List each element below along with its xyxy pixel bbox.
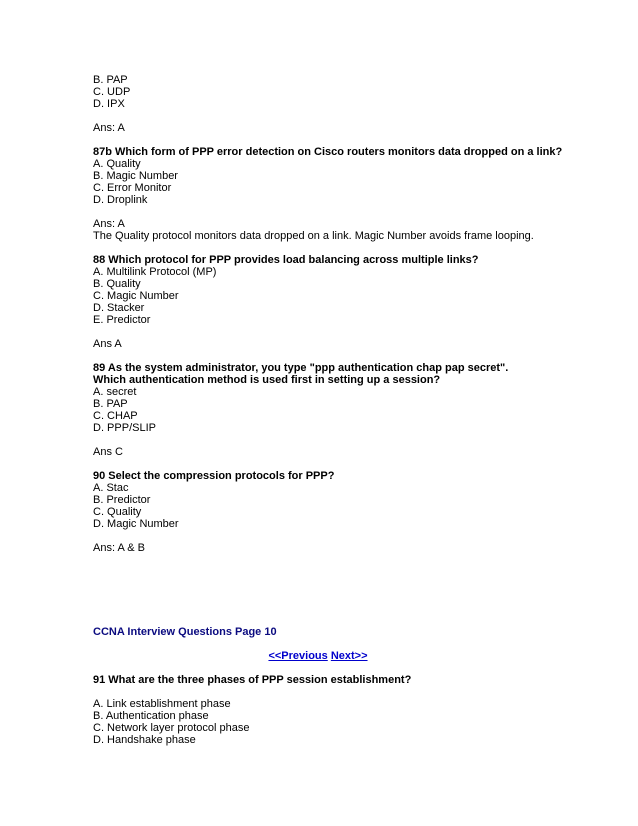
explanation: The Quality protocol monitors data dropped on a link. Magic Number avoids frame looping.	[93, 230, 534, 242]
question-text: 87b Which form of PPP error detection on Cisco routers monitors data dropped on a link?	[93, 146, 563, 158]
question-91-block	[93, 674, 553, 746]
option: C. Network layer protocol phase	[93, 722, 250, 734]
option: B. PAP	[93, 398, 128, 410]
question-90-block	[93, 470, 553, 554]
question-text: 88 Which protocol for PPP provides load balancing across multiple links?	[93, 254, 479, 266]
option: D. Stacker	[93, 302, 145, 314]
option: B. Authentication phase	[93, 710, 209, 722]
option: A. Stac	[93, 482, 129, 494]
answer: Ans A	[93, 338, 122, 350]
option: A. Quality	[93, 158, 141, 170]
option: C. CHAP	[93, 410, 138, 422]
question-text: 89 As the system administrator, you type "ppp authentication chap pap secret". Which authentication method is used first in setting up a session?	[93, 362, 509, 386]
option: A. Link establishment phase	[93, 698, 231, 710]
next-link[interactable]: Next>>	[330, 650, 368, 662]
option: D. IPX	[93, 98, 125, 110]
option: B. PAP	[93, 74, 128, 86]
question-89-block	[93, 362, 553, 458]
question-text: 90 Select the compression protocols for PPP?	[93, 470, 335, 482]
option: D. Magic Number	[93, 518, 179, 530]
answer: Ans: A	[93, 122, 125, 134]
document-page	[93, 74, 563, 746]
question-88-block	[93, 254, 553, 350]
page-heading: CCNA Interview Questions Page 10	[93, 626, 277, 638]
option: D. Handshake phase	[93, 734, 196, 746]
option: B. Magic Number	[93, 170, 178, 182]
page-navigation	[93, 650, 543, 662]
question-87b-block	[93, 146, 563, 242]
option: A. Multilink Protocol (MP)	[93, 266, 217, 278]
answer: Ans: A & B	[93, 542, 145, 554]
question-text: 91 What are the three phases of PPP session establishment?	[93, 674, 412, 686]
option: D. Droplink	[93, 194, 148, 206]
previous-link[interactable]: <<Previous	[268, 650, 328, 662]
answer: Ans C	[93, 446, 123, 458]
option: B. Predictor	[93, 494, 151, 506]
option: C. Magic Number	[93, 290, 179, 302]
answer: Ans: A	[93, 218, 125, 230]
option: C. Error Monitor	[93, 182, 172, 194]
option: D. PPP/SLIP	[93, 422, 156, 434]
option: C. UDP	[93, 86, 131, 98]
option: C. Quality	[93, 506, 142, 518]
option: E. Predictor	[93, 314, 151, 326]
option: B. Quality	[93, 278, 141, 290]
question-86-block	[93, 74, 553, 134]
option: A. secret	[93, 386, 137, 398]
